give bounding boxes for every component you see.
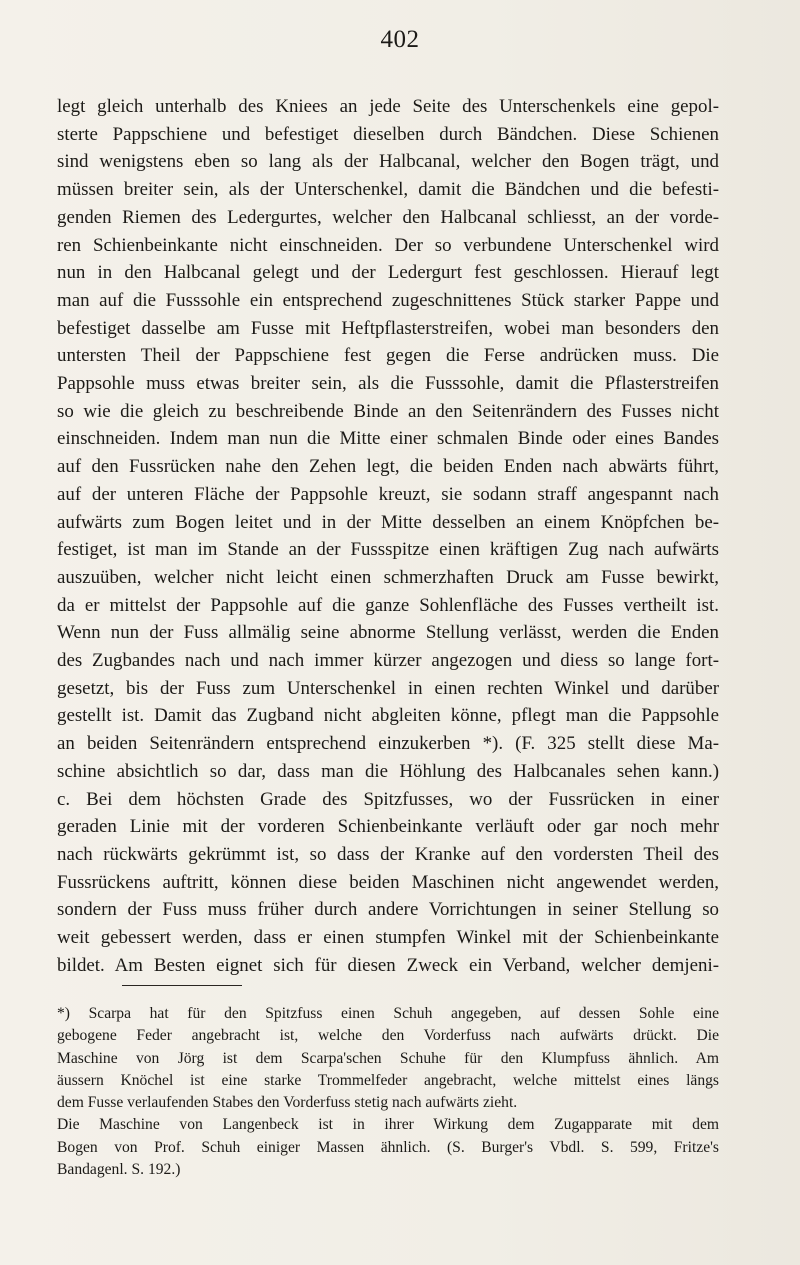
text-line: nach rückwärts gekrümmt ist, so dass der Kranke auf den vordersten Theil des (57, 843, 719, 865)
text-line: gestellt ist. Damit das Zugband nicht abgleiten könne, pflegt man die Pappsohle (57, 705, 719, 727)
text-line: befestiget dasselbe am Fusse mit Heftpflasterstreifen, wobei man besonders den (57, 317, 719, 339)
text-line: bildet. Am Besten eignet sich für diesen Zweck ein Verband, welcher demjeni- (57, 954, 719, 976)
text-line: des Zugbandes nach und nach immer kürzer angezogen und diess so lange fort- (57, 650, 719, 672)
text-line: genden Riemen des Ledergurtes, welcher den Halbcanal schliesst, an der vorde- (57, 206, 719, 228)
text-line: Fussrückens auftritt, können diese beiden Maschinen nicht angewendet werden, (57, 871, 719, 893)
text-line: auf der unteren Fläche der Pappsohle kreuzt, sie sodann straff angespannt nach (57, 483, 719, 505)
footnote-line: Maschine von Jörg ist dem Scarpa'schen Schuhe für den Klumpfuss ähnlich. Am (57, 1049, 719, 1067)
text-line: festiget, ist man im Stande an der Fussspitze einen kräftigen Zug nach aufwärts (57, 539, 719, 561)
text-line: so wie die gleich zu beschreibende Binde an den Seitenrändern des Fusses nicht (57, 400, 719, 422)
text-line: auszuüben, welcher nicht leicht einen schmerzhaften Druck am Fusse bewirkt, (57, 566, 719, 588)
text-line: nun in den Halbcanal gelegt und der Ledergurt fest geschlossen. Hierauf legt (57, 262, 719, 284)
text-line: legt gleich unterhalb des Kniees an jede Seite des Unterschenkels eine gepol- (57, 96, 719, 117)
text-line: untersten Theil der Pappschiene fest gegen die Ferse andrücken muss. Die (57, 345, 719, 367)
text-line: man auf die Fusssohle ein entsprechend zugeschnittenes Stück starker Pappe und (57, 289, 719, 311)
text-line: müssen breiter sein, als der Unterschenkel, damit die Bändchen und die befesti- (57, 179, 719, 201)
text-line: Wenn nun der Fuss allmälig seine abnorme Stellung verlässt, werden die Enden (57, 622, 719, 644)
footnote-line: Bogen von Prof. Schuh einiger Massen ähnlich. (S. Burger's Vbdl. S. 599, Fritze's (57, 1138, 719, 1156)
text-line: gesetzt, bis der Fuss zum Unterschenkel in einen rechten Winkel und darüber (57, 677, 719, 699)
footnote-divider (122, 985, 242, 986)
text-line: schine absichtlich so dar, dass man die Höhlung des Halbcanales sehen kann.) (57, 760, 719, 782)
footnote-line: äussern Knöchel ist eine starke Trommelfeder angebracht, welche mittelst eines längs (57, 1071, 719, 1089)
footnotes (57, 1003, 719, 1181)
page-number: 402 (380, 26, 420, 53)
text-line: geraden Linie mit der vorderen Schienbeinkante verläuft oder gar noch mehr (57, 816, 719, 838)
body-text (57, 93, 719, 980)
text-line: da er mittelst der Pappsohle auf die ganze Sohlenfläche des Fusses vertheilt ist. (57, 594, 719, 616)
text-line: weit gebessert werden, dass er einen stumpfen Winkel mit der Schienbeinkante (57, 927, 719, 949)
text-line: einschneiden. Indem man nun die Mitte einer schmalen Binde oder eines Bandes (57, 428, 719, 450)
footnote-line: gebogene Feder angebracht ist, welche den Vorderfuss nach aufwärts drückt. Die (57, 1027, 719, 1045)
text-line: auf den Fussrücken nahe den Zehen legt, die beiden Enden nach abwärts führt, (57, 456, 719, 478)
footnote-line: Bandagenl. S. 192.) (57, 1161, 181, 1179)
text-line: an beiden Seitenrändern entsprechend einzukerben *). (F. 325 stellt diese Ma- (57, 733, 719, 755)
text-line: Pappsohle muss etwas breiter sein, als die Fusssohle, damit die Pflasterstreifen (57, 373, 719, 395)
text-line: sterte Pappschiene und befestiget dieselben durch Bändchen. Diese Schienen (57, 123, 719, 145)
footnote-line: dem Fusse verlaufenden Stabes den Vorderfuss stetig nach aufwärts zieht. (57, 1094, 518, 1112)
text-line: sondern der Fuss muss früher durch andere Vorrichtungen in seiner Stellung so (57, 899, 719, 921)
text-line: c. Bei dem höchsten Grade des Spitzfusses, wo der Fussrücken in einer (57, 788, 719, 810)
text-line: ren Schienbeinkante nicht einschneiden. Der so verbundene Unterschenkel wird (57, 234, 719, 256)
footnote-line: *) Scarpa hat für den Spitzfuss einen Schuh angegeben, auf dessen Sohle eine (57, 1005, 719, 1022)
footnote-line: Die Maschine von Langenbeck ist in ihrer Wirkung dem Zugapparate mit dem (57, 1116, 719, 1134)
text-line: sind wenigstens eben so lang als der Halbcanal, welcher den Bogen trägt, und (57, 151, 719, 173)
text-line: aufwärts zum Bogen leitet und in der Mitte desselben an einem Knöpfchen be- (57, 511, 719, 533)
